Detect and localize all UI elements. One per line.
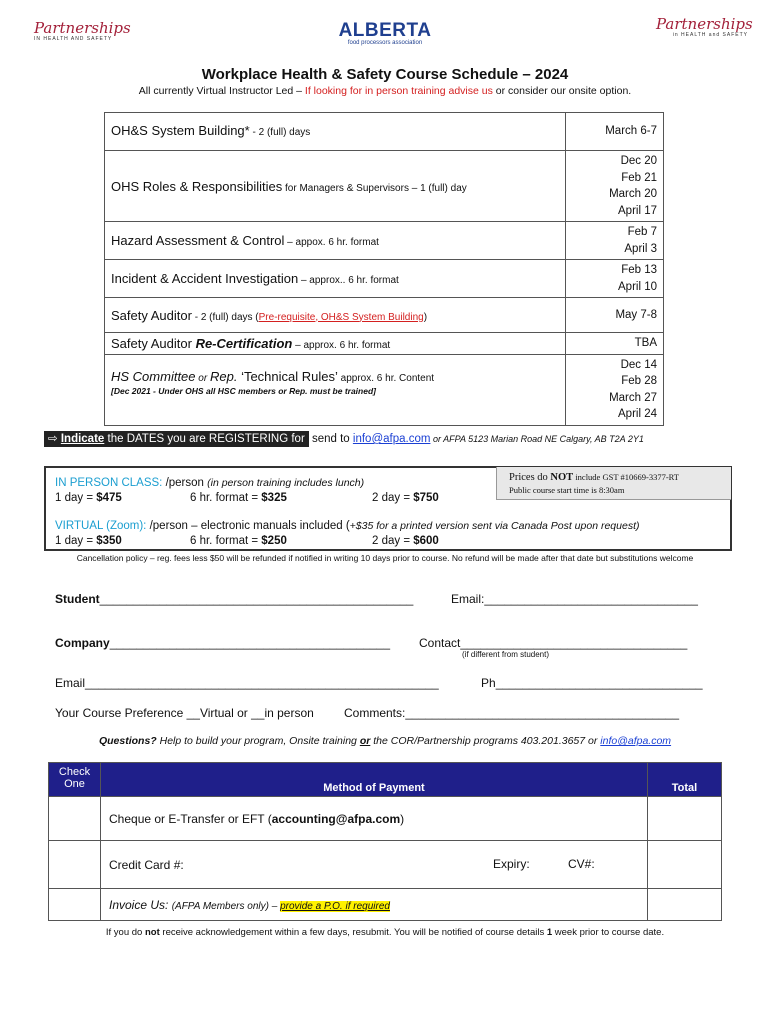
method-header: Method of Payment — [101, 763, 648, 797]
payment-table — [48, 762, 722, 921]
course-date: TBA — [634, 337, 657, 349]
inperson-6hr — [190, 492, 287, 504]
course-date: April 24 — [618, 408, 657, 420]
student-label: Student — [55, 592, 100, 606]
course-dates-cell — [566, 113, 664, 151]
comments-line[interactable]: _________________________________________ — [405, 706, 679, 720]
virtual-label: VIRTUAL (Zoom): — [55, 520, 147, 532]
course-name-2: Rep. — [209, 368, 238, 384]
logo-sub: food processors association — [347, 40, 423, 46]
course-name-cell — [105, 113, 566, 151]
indicate-text: Indicate — [60, 433, 105, 445]
payment-row-invoice — [49, 889, 722, 921]
email2-line[interactable]: _____________________________________________________ — [85, 676, 439, 690]
student-line[interactable]: _______________________________________________ — [99, 592, 414, 606]
inperson-label: IN PERSON CLASS: — [55, 477, 163, 489]
logo-sub-text: IN HEALTH AND SAFETY — [34, 36, 113, 42]
course-date: Dec 14 — [620, 358, 657, 371]
virtual-unit: /person – electronic manuals included ( — [146, 520, 350, 532]
company-label: Company — [55, 636, 110, 650]
total-cell[interactable] — [648, 841, 722, 889]
expiry-label: Expiry: — [493, 857, 530, 871]
course-detail: approx. 6 hr. Content — [337, 372, 435, 384]
comments-field[interactable] — [344, 706, 679, 720]
check-box[interactable] — [49, 841, 101, 889]
check-box[interactable] — [49, 797, 101, 841]
questions-email-link[interactable]: info@afpa.com — [600, 735, 672, 747]
price-value: $250 — [261, 535, 287, 547]
inperson-note: (in person training includes lunch) — [207, 477, 365, 489]
course-date: April 17 — [618, 204, 657, 217]
page-subtitle — [0, 85, 770, 97]
phone-line[interactable]: _______________________________ — [495, 676, 703, 690]
company-field[interactable] — [55, 636, 390, 650]
course-detail: - 2 (full) days ( — [191, 311, 259, 323]
course-name-cell — [105, 222, 566, 260]
payment-method — [101, 841, 648, 889]
footer-text-mid: receive acknowledgement within a few days, resubmit. You will be notified of course details — [159, 927, 547, 938]
email2-field[interactable] — [55, 676, 439, 690]
course-date: Feb 21 — [621, 171, 657, 184]
course-date: March 27 — [609, 391, 657, 404]
course-name: Safety Auditor — [111, 307, 192, 323]
cheque-text: Cheque or E-Transfer or EFT ( — [109, 811, 272, 826]
price-label: 2 day = — [372, 492, 414, 504]
invoice-label: Invoice Us: — [109, 897, 172, 912]
course-name-cell — [105, 354, 566, 425]
course-dates-cell — [566, 354, 664, 425]
phone-field[interactable] — [481, 676, 703, 690]
arrow-icon: ⇨ — [48, 433, 58, 445]
inperson-1day — [55, 492, 122, 504]
student-field[interactable] — [55, 592, 413, 606]
comments-label: Comments: — [344, 706, 406, 720]
email-label: Email: — [451, 592, 485, 606]
course-date: April 3 — [624, 242, 657, 255]
course-name-cell — [105, 260, 566, 298]
check-box[interactable] — [49, 889, 101, 921]
payment-method — [101, 797, 648, 841]
course-name-cell — [105, 298, 566, 333]
email-line[interactable]: ________________________________ — [484, 592, 698, 606]
inperson-unit: /person — [162, 477, 208, 489]
company-line[interactable]: __________________________________________ — [109, 636, 390, 650]
logo-sub-text: in HEALTH and SAFETY — [672, 32, 748, 38]
total-cell[interactable] — [648, 889, 722, 921]
course-date: Feb 13 — [621, 264, 657, 276]
price-label: 6 hr. format = — [190, 492, 262, 504]
course-name: Incident & Accident Investigation — [111, 271, 299, 286]
logo-script-text: Partnerships — [656, 15, 753, 33]
price-label: 6 hr. format = — [190, 535, 262, 547]
price-label: 1 day = — [55, 535, 97, 547]
price-label: 1 day = — [55, 492, 97, 504]
course-detail: for Managers & Supervisors – 1 (full) day — [282, 182, 467, 194]
start-time-note: Public course start time is 8:30am — [509, 485, 625, 495]
questions-line — [0, 735, 770, 747]
course-date: Feb 28 — [621, 375, 657, 387]
course-note: [Dec 2021 - Under OHS all HSC members or Rep. must be trained] — [111, 385, 376, 396]
course-name: HS Committee — [111, 368, 196, 384]
course-row — [105, 260, 664, 298]
course-date: March 20 — [609, 188, 657, 200]
course-dates-cell — [566, 151, 664, 222]
credit-card-label: Credit Card #: — [109, 857, 184, 872]
course-detail: – approx. 6 hr. format — [292, 339, 391, 351]
virtual-6hr — [190, 535, 287, 547]
course-dates-cell — [566, 222, 664, 260]
footer-note — [0, 927, 770, 938]
total-cell[interactable] — [648, 797, 722, 841]
invoice-note: (AFPA Members only) – — [171, 900, 281, 912]
subtitle-red-text: If looking for in person training advise us — [304, 85, 493, 97]
course-date: March 6-7 — [605, 125, 657, 138]
course-row — [105, 113, 664, 151]
course-row — [105, 298, 664, 333]
course-detail: – appox. 6 hr. format — [284, 237, 379, 248]
course-name-emphasis: Re-Certification — [195, 335, 293, 351]
footer-text: If you do — [105, 927, 145, 938]
course-name: Safety Auditor — [111, 335, 196, 351]
price-value: $750 — [413, 492, 439, 504]
contact-note: (if different from student) — [462, 650, 549, 659]
page-title: Workplace Health & Safety Course Schedule – 2024 — [201, 66, 569, 83]
price-label: 2 day = — [372, 535, 414, 547]
contact-label: Contact — [419, 636, 461, 650]
gst-number: include GST #10669-3377-RT — [573, 472, 679, 482]
price-value: $325 — [261, 492, 287, 504]
questions-or: or — [359, 735, 371, 747]
course-dates-cell — [566, 298, 664, 333]
payment-row-cheque — [49, 797, 722, 841]
virtual-note: +$35 for a printed version sent via Canada Post upon request) — [349, 520, 640, 532]
course-row — [105, 151, 664, 222]
registration-instructions — [44, 431, 644, 445]
course-date: May 7-8 — [615, 308, 657, 321]
alberta-fpa-logo — [330, 20, 440, 52]
check-one-header: Check One — [49, 763, 101, 797]
cancellation-policy: Cancellation policy – reg. fees less $50 will be refunded if notified in writing 10 days prior to course. No refund will be made after that date but substitutions welcome — [76, 553, 694, 563]
inperson-pricing-line — [55, 477, 364, 489]
logo-name: ALBERTA — [338, 20, 432, 41]
contact-line[interactable]: __________________________________ — [460, 636, 688, 650]
course-preference[interactable]: Your Course Preference __Virtual or __in person — [55, 706, 314, 720]
cv-label: CV#: — [568, 857, 595, 871]
course-row — [105, 222, 664, 260]
footer-text-end: week prior to course date. — [552, 927, 665, 938]
footer-one: 1 — [546, 927, 553, 938]
registration-text: the DATES you are REGISTERING for — [104, 433, 305, 445]
course-detail-end: ) — [423, 311, 428, 323]
payment-method — [101, 889, 648, 921]
questions-text: Help to build your program, Onsite training — [156, 735, 360, 747]
phone-label: Ph — [481, 676, 496, 690]
total-header: Total — [648, 763, 722, 797]
course-date: Feb 7 — [627, 226, 657, 238]
questions-label: Questions? — [98, 735, 157, 747]
virtual-1day — [55, 535, 122, 547]
subtitle-text: All currently Virtual Instructor Led – — [138, 85, 302, 97]
email2-label: Email — [55, 676, 86, 690]
send-to-text: send to — [308, 433, 353, 445]
registration-highlight — [44, 431, 309, 447]
course-name-3: ‘Technical Rules’ — [237, 368, 338, 384]
gst-notice — [496, 467, 731, 500]
course-name-cell — [105, 151, 566, 222]
course-name: OH&S System Building* — [111, 123, 250, 138]
virtual-pricing-line — [55, 520, 639, 532]
footer-not: not — [144, 927, 160, 938]
price-value: $475 — [96, 492, 122, 504]
price-value: $350 — [96, 535, 122, 547]
course-date: Dec 20 — [620, 155, 657, 167]
price-value: $600 — [413, 535, 439, 547]
accounting-email: accounting@afpa.com — [271, 811, 401, 826]
course-detail: – approx.. 6 hr. format — [298, 275, 399, 286]
course-date: April 10 — [618, 280, 657, 293]
course-row — [105, 333, 664, 355]
course-schedule-table — [104, 112, 664, 426]
payment-row-credit — [49, 841, 722, 889]
course-name: OHS Roles & Responsibilities — [111, 178, 283, 194]
course-dates-cell — [566, 260, 664, 298]
partnerships-logo-left — [34, 19, 131, 54]
course-name-cell — [105, 333, 566, 355]
gst-not: NOT — [550, 472, 574, 483]
email-field[interactable] — [451, 592, 698, 606]
course-name: Hazard Assessment & Control — [111, 233, 285, 248]
course-dates-cell — [566, 333, 664, 355]
registration-address: or AFPA 5123 Marian Road NE Calgary, AB T2A 2Y1 — [430, 434, 644, 444]
cheque-end: ) — [400, 811, 405, 826]
course-prereq: Pre-requisite, OH&S System Building — [258, 311, 424, 323]
subtitle-text-end: or consider our onsite option. — [495, 85, 632, 97]
registration-email-link[interactable]: info@afpa.com — [352, 433, 431, 445]
virtual-2day — [372, 535, 439, 547]
questions-text-end: the COR/Partnership programs 403.201.3657 or — [370, 735, 601, 747]
course-detail: - 2 (full) days — [249, 127, 311, 138]
partnerships-logo-right — [656, 15, 753, 54]
payment-header-row — [49, 763, 722, 797]
inperson-2day — [372, 492, 439, 504]
invoice-po-highlight: provide a P.O. if required — [280, 900, 390, 912]
logo-script-text: Partnerships — [34, 19, 131, 37]
contact-field[interactable] — [419, 636, 687, 650]
course-name-mid: or — [195, 372, 210, 384]
course-row — [105, 354, 664, 425]
gst-text: Prices do — [509, 472, 551, 483]
